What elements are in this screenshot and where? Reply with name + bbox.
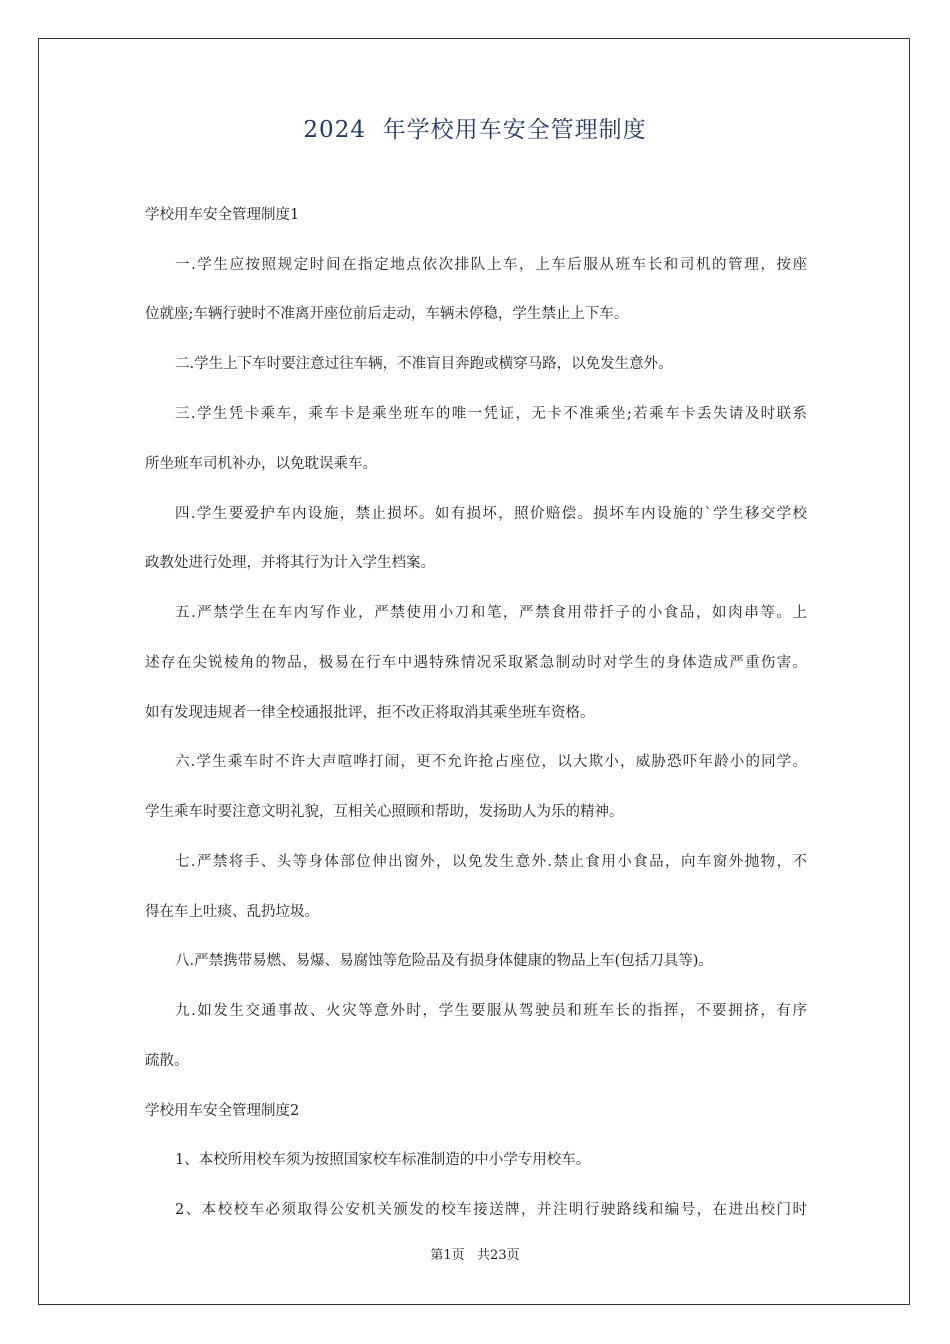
section-heading: 学校用车安全管理制度1 bbox=[145, 207, 300, 223]
paragraph-line: 所坐班车司机补办，以免耽误乘车。 bbox=[145, 456, 377, 472]
section-heading: 学校用车安全管理制度2 bbox=[145, 1103, 300, 1119]
paragraph-line: 五.严禁学生在车内写作业，严禁使用小刀和笔，严禁食用带扦子的小食品，如肉串等。上 bbox=[175, 605, 807, 621]
paragraph-line: 六.学生乘车时不许大声喧哗打闹，更不允许抢占座位，以大欺小，威胁恐吓年龄小的同学。 bbox=[175, 754, 807, 770]
paragraph-line: 如有发现违规者一律全校通报批评，拒不改正将取消其乘坐班车资格。 bbox=[145, 705, 595, 721]
paragraph-line: 位就座;车辆行驶时不准离开座位前后走动，车辆未停稳，学生禁止上下车。 bbox=[145, 306, 629, 322]
document-title: 2024 年学校用车安全管理制度 bbox=[303, 117, 647, 143]
paragraph-line: 四.学生要爱护车内设施，禁止损坏。如有损坏，照价赔偿。损坏车内设施的`学生移交学校 bbox=[175, 506, 807, 522]
paragraph-line: 疏散。 bbox=[145, 1053, 189, 1069]
paragraph-line: 七.严禁将手、头等身体部位伸出窗外，以免发生意外.禁止食用小食品，向车窗外抛物，不 bbox=[175, 854, 807, 870]
paragraph-line: 一.学生应按照规定时间在指定地点依次排队上车，上车后服从班车长和司机的管理，按座 bbox=[175, 257, 807, 273]
paragraph-line: 九.如发生交通事故、火灾等意外时，学生要服从驾驶员和班车长的指挥，不要拥挤，有序 bbox=[175, 1003, 807, 1019]
paragraph-line: 三.学生凭卡乘车，乘车卡是乘坐班车的唯一凭证，无卡不准乘坐;若乘车卡丢失请及时联系 bbox=[175, 406, 807, 422]
page-number: 第1页 共23页 bbox=[430, 1248, 520, 1263]
paragraph-line: 得在车上吐痰、乱扔垃圾。 bbox=[145, 904, 319, 920]
paragraph-line: 八.严禁携带易燃、易爆、易腐蚀等危险品及有损身体健康的物品上车(包括刀具等)。 bbox=[175, 953, 713, 969]
paragraph-line: 政教处进行处理，并将其行为计入学生档案。 bbox=[145, 555, 435, 571]
paragraph-line: 述存在尖锐棱角的物品，极易在行车中遇特殊情况采取紧急制动时对学生的身体造成严重伤害。 bbox=[145, 655, 807, 671]
paragraph-line: 2、本校校车必须取得公安机关颁发的校车接送牌，并注明行驶路线和编号，在进出校门时 bbox=[175, 1202, 807, 1218]
paragraph-line: 1、本校所用校车须为按照国家校车标准制造的中小学专用校车。 bbox=[175, 1152, 591, 1168]
paragraph-line: 学生乘车时要注意文明礼貌，互相关心照顾和帮助，发扬助人为乐的精神。 bbox=[145, 804, 624, 820]
paragraph-line: 二.学生上下车时要注意过往车辆，不准盲目奔跑或横穿马路，以免发生意外。 bbox=[175, 356, 673, 372]
